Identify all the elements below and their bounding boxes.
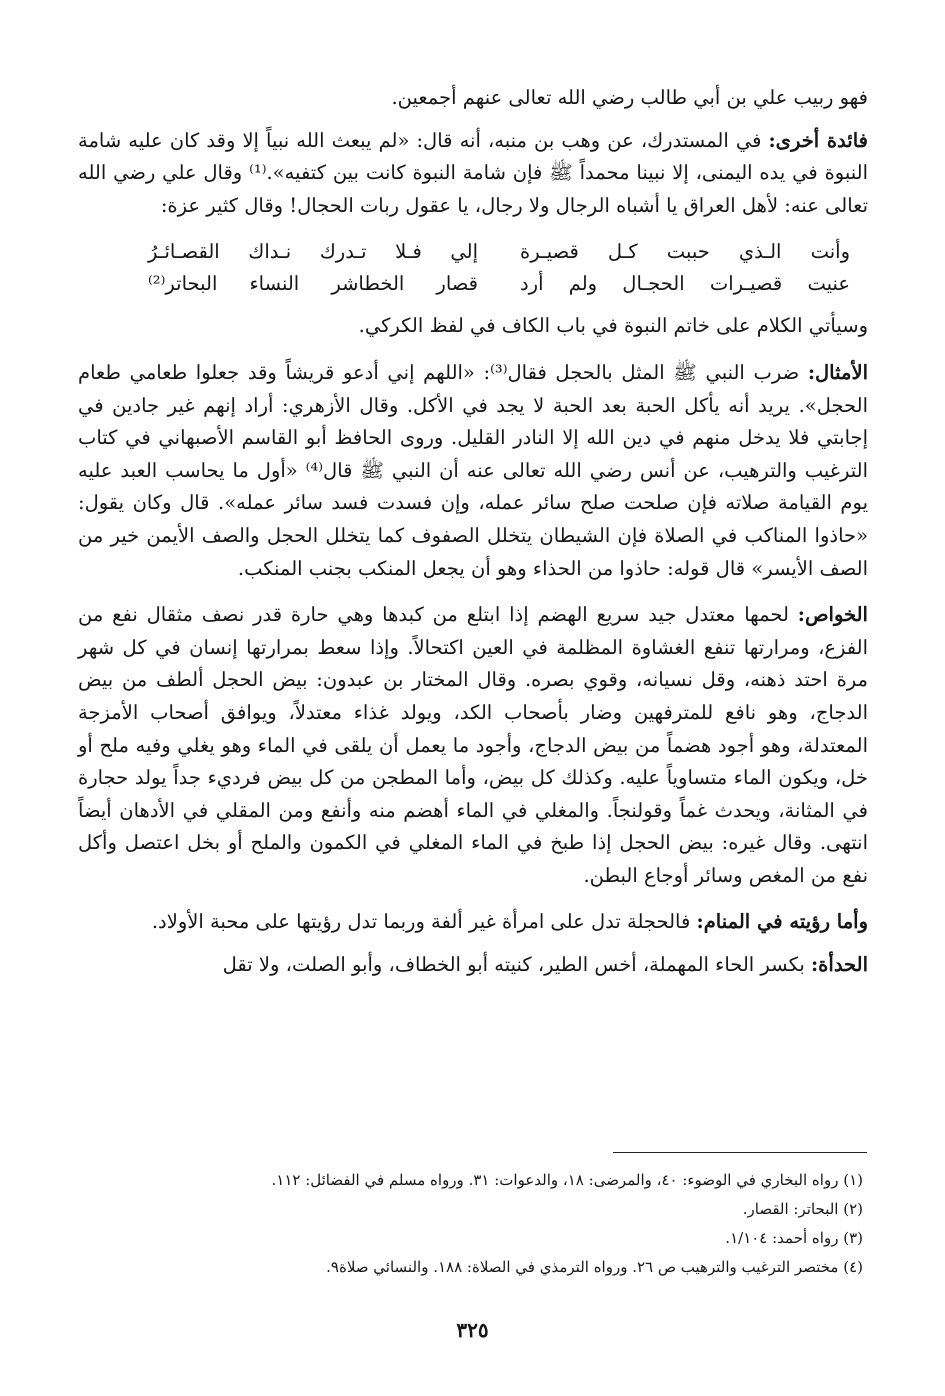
footnote-3: (٣) رواه أحمد: ١/١٠٤. [725,1229,863,1247]
amthal-paragraph [78,357,868,585]
hidaa-text: بكسر الحاء المهملة، أخس الطير، كنيته أبو الخطاف، وأبو الصلت، ولا تقل [222,953,805,977]
footnote-1: (١) رواه البخاري في الوضوء: ٤٠، والمرضى: ١٨، والدعوات: ٣١. ورواه مسلم في الفضائل: ١١٢. [271,1171,863,1189]
fawaid-text: في المستدرك، عن وهب بن منبه، أنه قال: «لم يبعث الله نبياً إلا وقد كان عليه شامة النبوة في يده اليمنى، إلا نبينا محمداً ﷺ فإن شامة النبوة كانت بين كتفيه».⁽¹⁾ وقال علي رضي الله تعالى عنه: لأهل العراق يا أشباه الرجال ولا رجال، يا عقول ربات الحجال! وقال كثير عزة: [78,128,868,217]
poem-verse [78,236,868,268]
verse-2-second-hemistich: قصار الخطاشر النساء البحاتر⁽²⁾ [148,272,478,296]
poem-verse [78,268,868,300]
opening-line [78,82,868,115]
page-body [78,82,868,996]
khawass-text: لحمها معتدل جيد سريع الهضم إذا ابتلع من كبدها وهي حارة قدر نصف مثقال نفع من الفزع، ومرارتها تنفع الغشاوة المظلمة في العين اكتحالاً. وإذا سعط بمرارتها إنسان في كل شهر مرة احتد ذهنه، وقل نسيانه، وقوي بصره. وقال المختار بن عبدون: بيض الحجل ألطف من بيض الدجاج، وهو نافع للمترفهين وضار بأصحاب الكد، ويولد غذاء معتدلاً، ويوافق أصحاب الأمزجة المعتدلة، وهو أجود هضماً من بيض الدجاج، وأجود ما يعمل أن يلقى في الماء وهو يغلي وفيه ملح أو خل، ويكون الماء متساوياً عليه. وكذلك كل بيض، وأما المطجن من كل بيض فرديء جداً يولد حجارة في المثانة، ويحدث غماً وقولنجاً. والمغلي في الماء أهضم منه وأنفع ومن المقلي في الأدهان أيضاً انتهى. وقال غيره: بيض الحجل إذا طبخ في الماء المغلي في الكمون والملح أو بخل اعتصل وأكل نفع من المغص وسائر أوجاع البطن. [78,603,868,887]
footnote-2: (٢) البحاتر: القصار. [742,1200,863,1218]
opening-text: فهو ربيب علي بن أبي طالب رضي الله تعالى عنهم أجمعين. [391,86,868,109]
ruya-heading: وأما رؤيته في المنام: [696,910,868,934]
fawaid-paragraph [78,125,868,223]
after-poem-text: وسيأتي الكلام على خاتم النبوة في باب الكاف في لفظ الكركي. [358,314,868,338]
amthal-text: ضرب النبي ﷺ المثل بالحجل فقال⁽³⁾: «اللهم إني أدعو قريشاً وقد جعلوا طعامي طعام الحجل». يريد أنه يأكل الحبة بعد الحبة لا يجد في الأكل. وقال الأزهري: أراد إنهم غير جادين في إجابتي فلا يدخل منهم في دين الله إلا النادر القليل. وروى الحافظ أبو القاسم الأصبهاني في كتاب الترغيب والترهيب، عن أنس رضي الله تعالى عنه أن النبي ﷺ قال⁽⁴⁾ «أول ما يحاسب العبد عليه يوم القيامة صلاته فإن صلحت صلح سائر عمله، وإن فسدت فسد سائر عمله». قال وكان يقول: «حاذوا المناكب في الصلاة فإن الشيطان يتخلل الصفوف كما يتخلل الحجل والصف الأيمن خير من الصف الأيسر» قال قوله: حاذوا من الحذاء وهو أن يجعل المنكب بجنب المنكب. [78,360,868,580]
amthal-heading: الأمثال: [807,360,868,384]
after-poem-line [78,310,868,343]
footnote-separator [613,1152,867,1153]
page-number: ٣٢٥ [456,1318,489,1342]
verse-1-second-hemistich: إلي فـلا تـدرك نـداك القصـائـرُ [148,240,478,264]
ruya-paragraph [78,906,868,939]
khawass-heading: الخواص: [797,603,868,627]
hidaa-paragraph [78,949,868,982]
footnotes [77,1166,867,1282]
khawass-paragraph [78,599,868,892]
ruya-text: فالحجلة تدل على امرأة غير ألفة وربما تدل رؤيتها على محبة الأولاد. [151,910,691,934]
poem [78,236,868,300]
verse-2-first-hemistich: عنيت قصيـرات الحجـال ولم أرد [520,272,850,296]
verse-1-first-hemistich: وأنت الـذي حببت كـل قصيـرة [520,240,850,264]
footnote-4: (٤) مختصر الترغيب والترهيب ص ٢٦. ورواه الترمذي في الصلاة: ١٨٨. والنسائي صلاة٩. [326,1258,863,1276]
hidaa-heading: الحدأة: [810,953,868,977]
fawaid-heading: فائدة أخرى: [768,128,868,152]
